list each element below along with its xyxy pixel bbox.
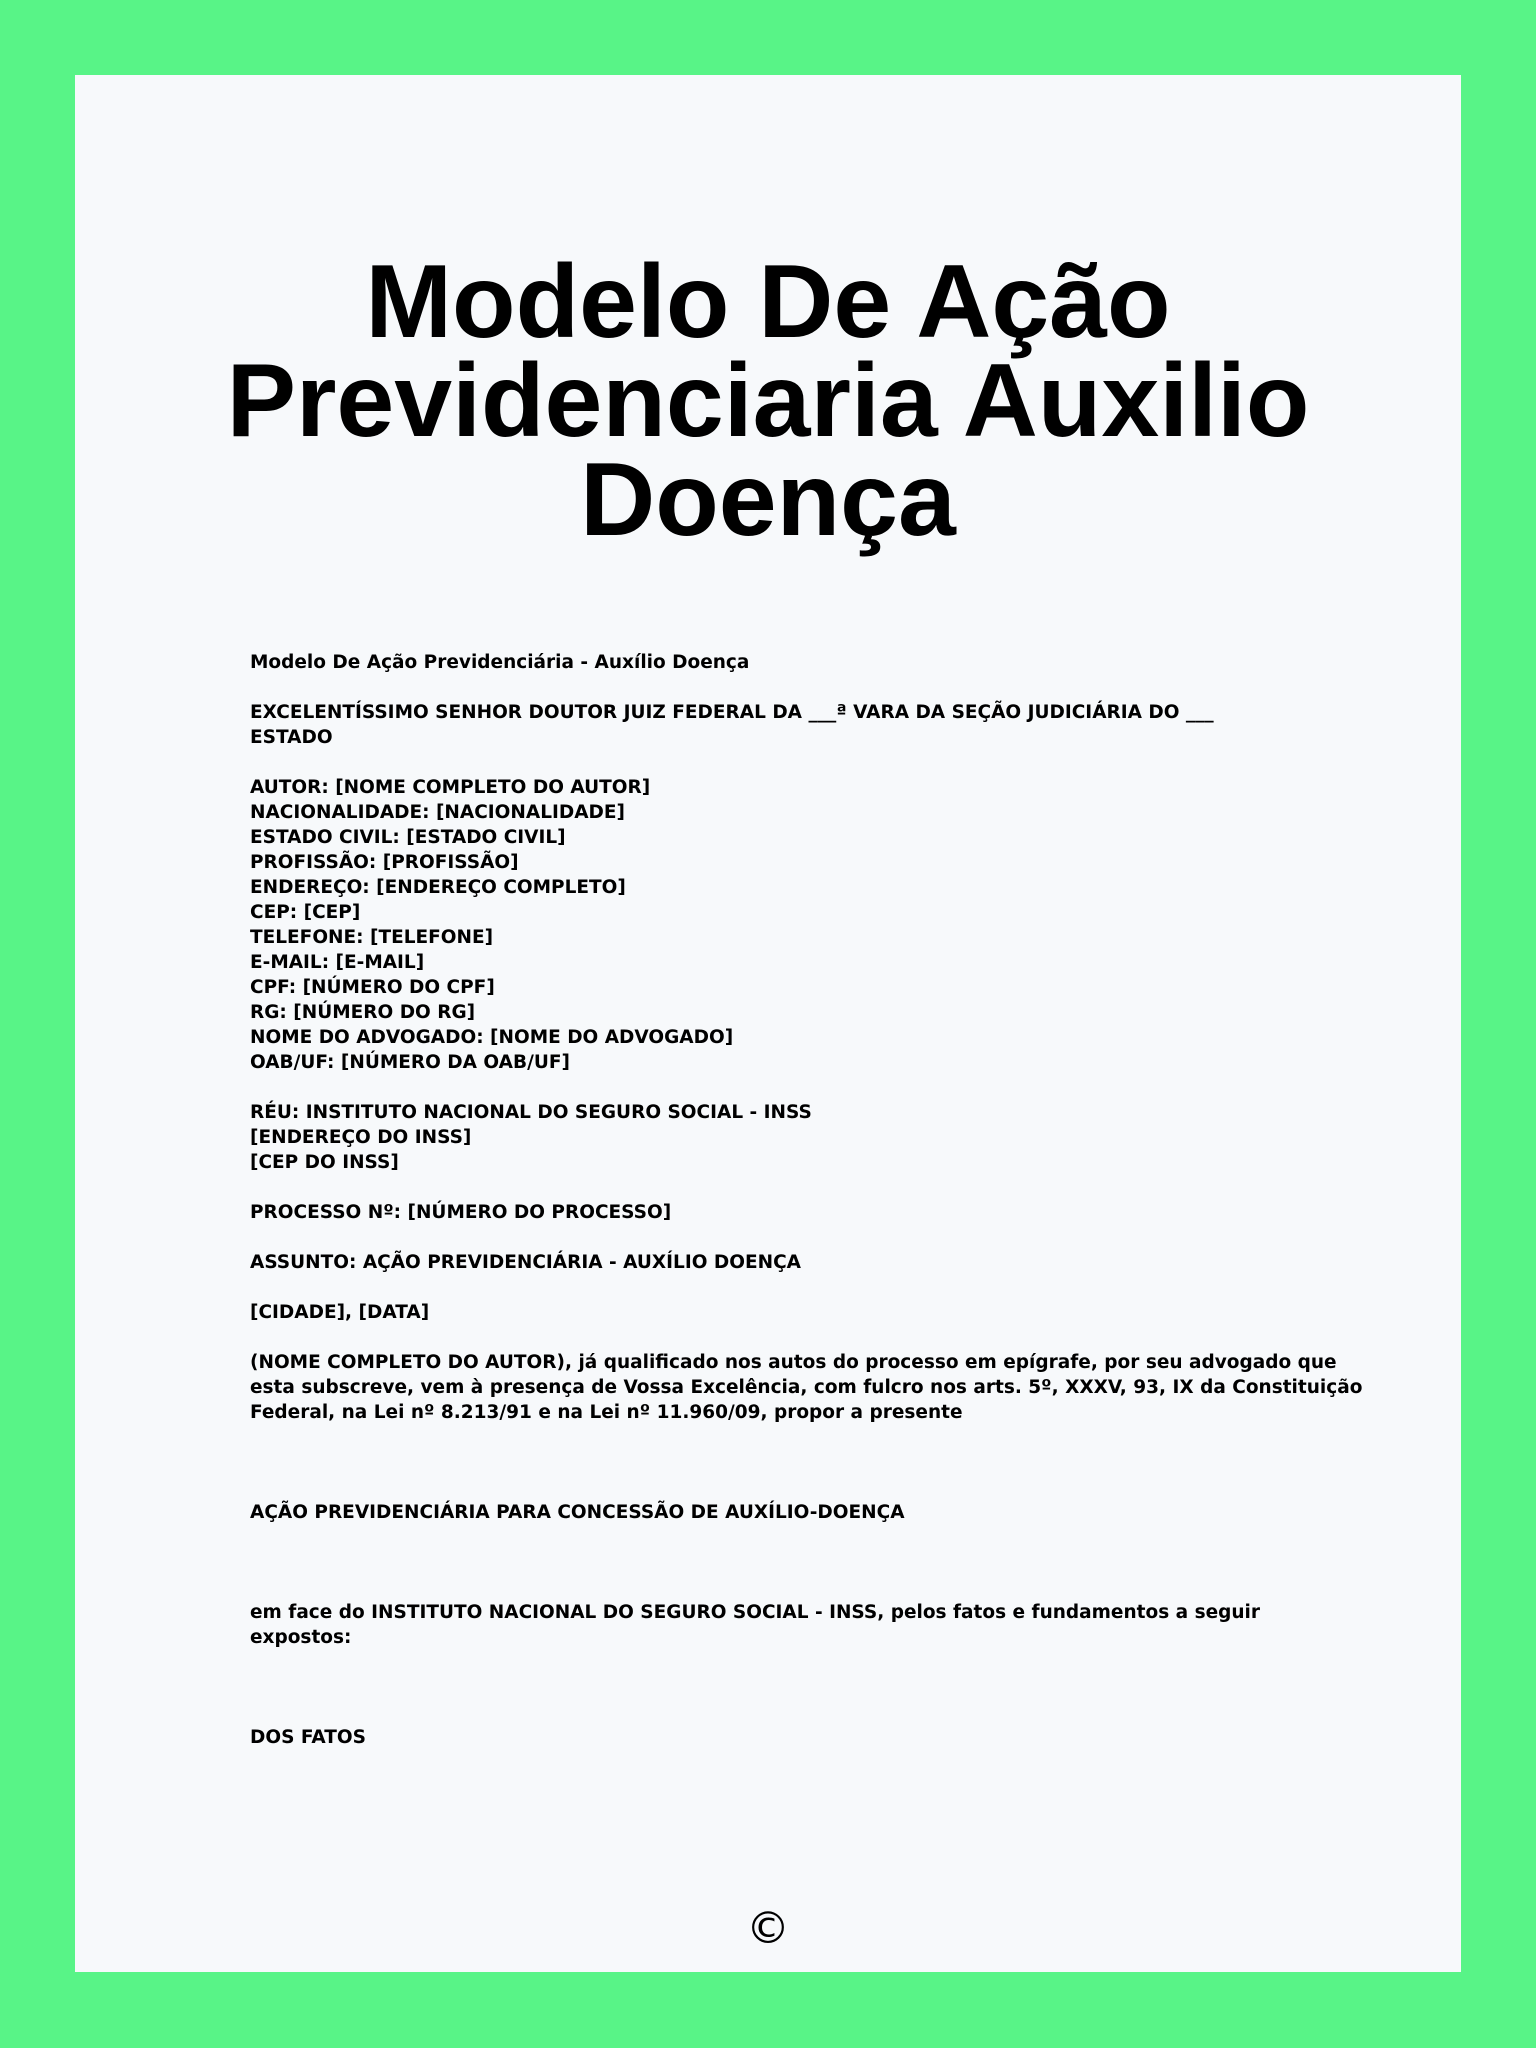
author-field: CEP: [CEP]	[250, 902, 361, 923]
subject-line: ASSUNTO: AÇÃO PREVIDENCIÁRIA - AUXÍLIO DOENÇA	[250, 1252, 801, 1273]
title-line-2: Previdenciaria Auxilio	[226, 343, 1310, 459]
author-field: ENDEREÇO: [ENDEREÇO COMPLETO]	[250, 877, 626, 898]
document-title	[75, 244, 1461, 558]
author-details	[250, 775, 1365, 1075]
author-field: RG: [NÚMERO DO RG]	[250, 1002, 476, 1023]
intro-line: esta subscreve, vem à presença de Vossa Excelência, com fulcro nos arts. 5º, XXXV, 93, IX da Constituição	[250, 1377, 1363, 1398]
author-field: E-MAIL: [E-MAIL]	[250, 952, 425, 973]
document-body	[250, 650, 1365, 1750]
against-line: em face do INSTITUTO NACIONAL DO SEGURO SOCIAL - INSS, pelos fatos e fundamentos a seguir	[250, 1602, 1261, 1623]
addressee-line: EXCELENTÍSSIMO SENHOR DOUTOR JUIZ FEDERAL DA ___ª VARA DA SEÇÃO JUDICIÁRIA DO ___	[250, 702, 1214, 723]
document-page	[75, 75, 1461, 1972]
intro-line: (NOME COMPLETO DO AUTOR), já qualificado nos autos do processo em epígrafe, por seu advogado que	[250, 1352, 1337, 1373]
defendant-field: [ENDEREÇO DO INSS]	[250, 1127, 472, 1148]
title-line-1: Modelo De Ação	[365, 244, 1171, 360]
author-field: CPF: [NÚMERO DO CPF]	[250, 977, 495, 998]
process-number: PROCESSO Nº: [NÚMERO DO PROCESSO]	[250, 1202, 672, 1223]
against-paragraph	[250, 1600, 1365, 1650]
addressee	[250, 700, 1365, 750]
defendant-field: RÉU: INSTITUTO NACIONAL DO SEGURO SOCIAL - INSS	[250, 1102, 812, 1123]
intro-line: Federal, na Lei nº 8.213/91 e na Lei nº 11.960/09, propor a presente	[250, 1402, 963, 1423]
author-field: NOME DO ADVOGADO: [NOME DO ADVOGADO]	[250, 1027, 734, 1048]
action-title: AÇÃO PREVIDENCIÁRIA PARA CONCESSÃO DE AUXÍLIO-DOENÇA	[250, 1502, 905, 1523]
defendant-details	[250, 1100, 1365, 1175]
intro-paragraph	[250, 1350, 1365, 1425]
document-subtitle: Modelo De Ação Previdenciária - Auxílio Doença	[250, 652, 750, 673]
place-date: [CIDADE], [DATA]	[250, 1302, 430, 1323]
author-field: OAB/UF: [NÚMERO DA OAB/UF]	[250, 1052, 570, 1073]
section-heading-facts: DOS FATOS	[250, 1727, 366, 1748]
author-field: AUTOR: [NOME COMPLETO DO AUTOR]	[250, 777, 651, 798]
copyright-icon: ©	[746, 1903, 790, 1954]
author-field: NACIONALIDADE: [NACIONALIDADE]	[250, 802, 626, 823]
author-field: TELEFONE: [TELEFONE]	[250, 927, 494, 948]
against-line: expostos:	[250, 1627, 352, 1648]
author-field: PROFISSÃO: [PROFISSÃO]	[250, 852, 519, 873]
author-field: ESTADO CIVIL: [ESTADO CIVIL]	[250, 827, 566, 848]
title-line-3: Doença	[580, 442, 956, 558]
defendant-field: [CEP DO INSS]	[250, 1152, 399, 1173]
addressee-line: ESTADO	[250, 727, 333, 748]
